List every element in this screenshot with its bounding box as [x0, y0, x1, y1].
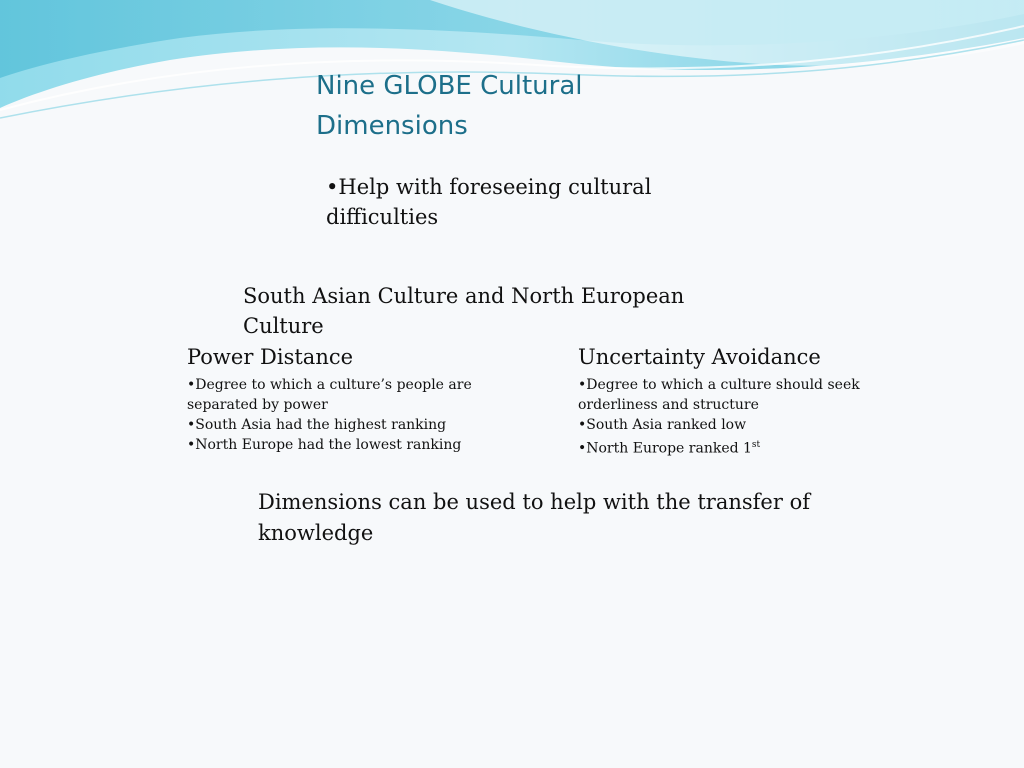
list-item — [578, 435, 908, 459]
bullet-list — [187, 375, 517, 455]
list-item: •South Asia ranked low — [578, 417, 747, 433]
list-item: •South Asia had the highest ranking — [187, 417, 447, 433]
list-item: •Degree to which a culture should seek orderliness and structure — [578, 377, 860, 413]
intro-bullet: •Help with foreseeing cultural difficulties — [326, 175, 652, 229]
subheading: South Asian Culture and North European Culture — [243, 284, 685, 338]
column-heading: Uncertainty Avoidance — [578, 345, 821, 369]
uncertainty-avoidance-column — [578, 343, 908, 459]
closing-statement: Dimensions can be used to help with the transfer of knowledge — [258, 490, 810, 545]
list-item: •Degree to which a culture’s people are separated by power — [187, 377, 472, 413]
slide-title: Nine GLOBE Cultural Dimensions — [316, 71, 583, 141]
column-heading: Power Distance — [187, 345, 354, 369]
list-item-text: •North Europe ranked 1 — [578, 440, 752, 457]
power-distance-column — [187, 343, 517, 455]
list-item: •North Europe had the lowest ranking — [187, 437, 462, 453]
ordinal-suffix: st — [751, 440, 761, 450]
bullet-list — [578, 375, 908, 459]
